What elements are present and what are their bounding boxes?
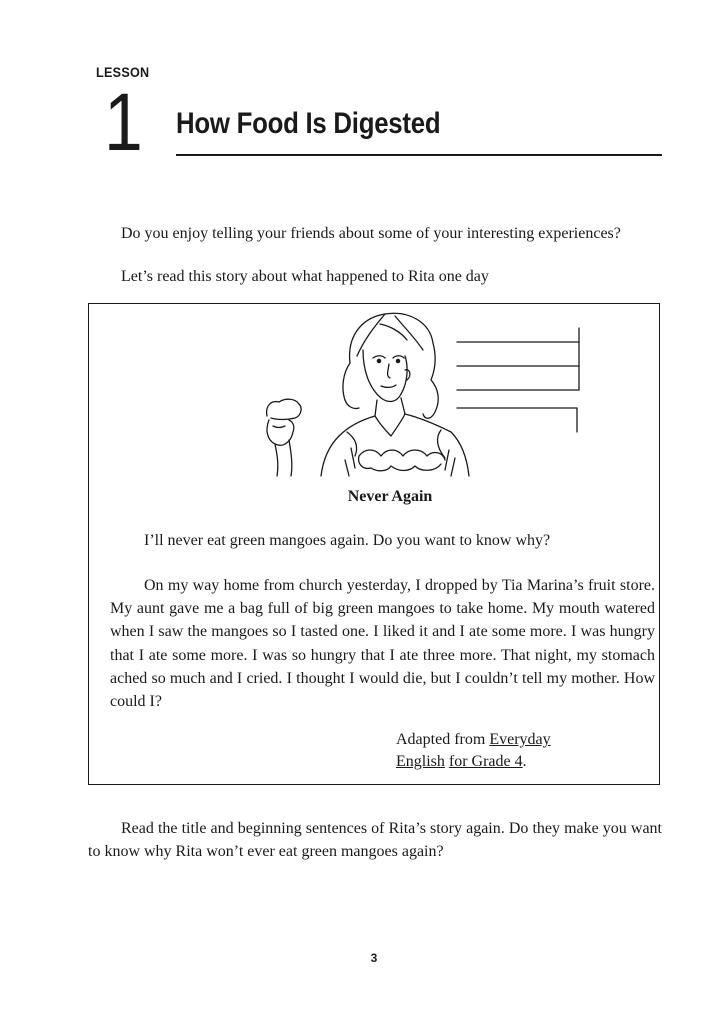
source-book-part2: English — [396, 753, 445, 770]
title-underline — [176, 154, 662, 156]
intro-question: Do you enjoy telling your friends about some of your interesting experiences? — [121, 225, 621, 242]
story-title: Never Again — [347, 488, 433, 505]
woman-eating-mango-illustration — [255, 308, 585, 480]
source-grade: for Grade 4 — [448, 753, 523, 770]
story-source — [396, 729, 646, 773]
intro-lead: Let’s read this story about what happened to Rita one day — [121, 268, 489, 285]
lesson-title: How Food Is Digested — [176, 107, 441, 140]
page-number: 3 — [370, 951, 378, 965]
story-paragraph-2: On my way home from church yesterday, I dropped by Tia Marina’s fruit store. My aunt gave me a bag full of big green mangoes to take home. My mouth watered when I saw the mangoes so I tasted one. I liked it and I ate some more. I was hungry that I ate some more. I was so hungry that I ate three more. That night, my stomach ached so much and I cried. I thought I would die, but I couldn’t tell my mother. How could I? — [110, 577, 655, 711]
lesson-number: 1 — [104, 77, 143, 168]
story-paragraph-1: I’ll never eat green mangoes again. Do you want to know why? — [144, 532, 551, 549]
lesson-label: LESSON — [96, 64, 150, 80]
source-suffix: . — [522, 753, 527, 770]
reflection-question: Read the title and beginning sentences of Rita’s story again. Do they make you want to know why Rita won’t ever eat green mangoes again? — [88, 820, 662, 860]
source-book-part1: Everyday — [489, 731, 551, 748]
source-prefix: Adapted from — [396, 731, 490, 748]
